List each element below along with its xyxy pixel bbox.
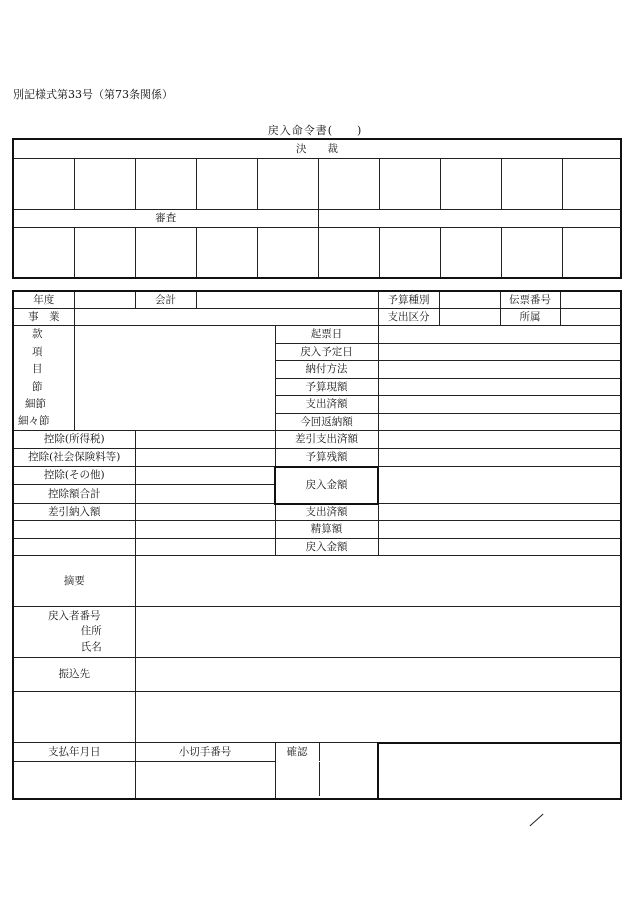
nofu-hoho-field[interactable] <box>378 361 621 379</box>
saisaisetsu-field[interactable] <box>74 413 275 431</box>
furikomi-field[interactable] <box>135 658 621 692</box>
bottom-right-box[interactable] <box>378 743 621 800</box>
setsu-label: 節 <box>13 378 74 396</box>
reinyusha-bango-label: 戻入者番号 <box>48 610 101 623</box>
blank-label-cell <box>13 521 135 539</box>
reinyu-kingaku-label: 戻入金額 <box>275 467 378 504</box>
moku-field[interactable] <box>74 361 275 379</box>
saisaisetsu-label: 細々節 <box>13 413 74 431</box>
reinyusha-field[interactable] <box>135 607 621 658</box>
kakunin-label: 確認 <box>276 743 320 761</box>
stamp-cell[interactable] <box>501 158 562 209</box>
nofu-hoho-label: 納付方法 <box>275 361 378 379</box>
stamp-cell[interactable] <box>13 227 74 278</box>
stamp-cell[interactable] <box>196 227 257 278</box>
kojo-shakai-field[interactable] <box>135 449 275 467</box>
reinyu-yotei-field[interactable] <box>378 343 621 361</box>
kakunin-cell[interactable] <box>275 743 378 762</box>
jigyo-label: 事 業 <box>13 309 74 326</box>
stamp-cell[interactable] <box>74 158 135 209</box>
blank-label-cell <box>13 538 135 556</box>
blank-field-cell[interactable] <box>135 521 275 539</box>
kihyo-label: 起票日 <box>275 326 378 344</box>
yosan-zan-label: 予算残額 <box>275 449 378 467</box>
kessai-label: 決 裁 <box>13 139 621 158</box>
blank-field-cell[interactable] <box>135 538 275 556</box>
kojo-shotoku-label: 控除(所得税) <box>13 431 135 449</box>
tekiyo-label: 摘要 <box>13 556 135 607</box>
shinsa-label: 審査 <box>13 209 318 227</box>
kou-field[interactable] <box>74 343 275 361</box>
denpyo-bango-label: 伝票番号 <box>501 292 561 308</box>
saisetsu-field[interactable] <box>74 396 275 414</box>
moku-label: 目 <box>13 361 74 379</box>
stamp-cell[interactable] <box>257 158 318 209</box>
konkai-hennou-label: 今回返納額 <box>275 413 378 431</box>
shishutsu-zumi2-field[interactable] <box>378 504 621 521</box>
shishutsu-zumi-label: 支出済額 <box>275 396 378 414</box>
stamp-cell[interactable] <box>562 227 621 278</box>
kihyo-field[interactable] <box>378 326 621 344</box>
shiharai-date-label: 支払年月日 <box>13 743 135 762</box>
stamp-cell[interactable] <box>257 227 318 278</box>
slash-mark <box>529 814 543 827</box>
sashihiki-nonyu-label: 差引納入額 <box>13 504 135 521</box>
shishutsu-kubun-field[interactable] <box>439 309 500 326</box>
stamp-cell[interactable] <box>196 158 257 209</box>
stamp-cell[interactable] <box>318 158 379 209</box>
yosan-shubetsu-label: 予算種別 <box>378 291 439 309</box>
shishutsu-zumi-field[interactable] <box>378 396 621 414</box>
furikomi-label: 振込先 <box>13 658 135 692</box>
stamp-cell[interactable] <box>562 158 621 209</box>
reinyu-kingaku2-label: 戻入金額 <box>275 538 378 556</box>
yosan-gengaku-label: 予算現額 <box>275 378 378 396</box>
kan-label: 款 <box>13 326 74 344</box>
reinyu-yotei-label: 戻入予定日 <box>275 343 378 361</box>
sashihiki-nonyu-field[interactable] <box>135 504 275 521</box>
blank-field-cell[interactable] <box>135 692 621 743</box>
shishutsu-kubun-label: 支出区分 <box>378 309 439 326</box>
shishutsu-zumi2-label: 支出済額 <box>275 504 378 521</box>
yosan-gengaku-field[interactable] <box>378 378 621 396</box>
shiharai-date-field[interactable] <box>13 762 135 800</box>
yosan-zan-field[interactable] <box>378 449 621 467</box>
konkai-hennou-field[interactable] <box>378 413 621 431</box>
reinyu-kingaku-field[interactable] <box>378 467 621 504</box>
kaikei-label: 会計 <box>135 291 196 309</box>
kogitte-bango-field[interactable] <box>135 762 275 800</box>
stamp-cell[interactable] <box>501 227 562 278</box>
nendo-label: 年度 <box>13 291 74 309</box>
kojo-gokei-field[interactable] <box>135 485 275 504</box>
stamp-cell[interactable] <box>440 227 501 278</box>
main-form-table <box>12 290 622 800</box>
jigyo-field[interactable] <box>74 309 378 326</box>
stamp-cell[interactable] <box>379 227 440 278</box>
kaikei-field[interactable] <box>196 291 378 309</box>
kogitte-bango-label: 小切手番号 <box>135 743 275 762</box>
stamp-cell[interactable] <box>379 158 440 209</box>
kojo-gokei-label: 控除額合計 <box>13 485 135 504</box>
seisan-label: 精算額 <box>275 521 378 539</box>
kojo-shakai-label: 控除(社会保険料等) <box>13 449 135 467</box>
kakunin-field[interactable] <box>275 762 378 800</box>
stamp-cell[interactable] <box>135 227 196 278</box>
stamp-cell[interactable] <box>74 227 135 278</box>
blank-label-cell <box>13 692 135 743</box>
kan-field[interactable] <box>74 326 275 344</box>
shozoku-cell[interactable] <box>500 309 621 326</box>
nendo-field[interactable] <box>74 291 135 309</box>
setsu-field[interactable] <box>74 378 275 396</box>
stamp-cell[interactable] <box>318 227 379 278</box>
tekiyo-field[interactable] <box>135 556 621 607</box>
stamp-cell[interactable] <box>440 158 501 209</box>
kou-label: 項 <box>13 343 74 361</box>
form-title: 戻入命令書( ) <box>267 124 363 137</box>
denpyo-bango-cell[interactable] <box>500 291 621 309</box>
kojo-sonota-label: 控除(その他) <box>13 467 135 485</box>
stamp-cell[interactable] <box>135 158 196 209</box>
shozoku-label: 所属 <box>501 309 561 325</box>
jusho-label: 住所 <box>80 625 102 638</box>
sashihiki-shishutsu-field[interactable] <box>378 431 621 449</box>
stamp-cell[interactable] <box>13 158 74 209</box>
form-number-note: 別記様式第33号（第73条関係） <box>13 88 173 101</box>
kojo-sonota-field[interactable] <box>135 467 275 485</box>
saisetsu-label: 細節 <box>13 396 74 414</box>
shimei-label: 氏名 <box>80 640 102 653</box>
yosan-shubetsu-field[interactable] <box>439 291 500 309</box>
shinsa-right-blank <box>318 209 621 227</box>
reinyu-kingaku2-field[interactable] <box>378 538 621 556</box>
reinyusha-label-cell <box>13 607 135 658</box>
approval-table <box>12 138 622 279</box>
seisan-field[interactable] <box>378 521 621 539</box>
kojo-shotoku-field[interactable] <box>135 431 275 449</box>
sashihiki-shishutsu-label: 差引支出済額 <box>275 431 378 449</box>
